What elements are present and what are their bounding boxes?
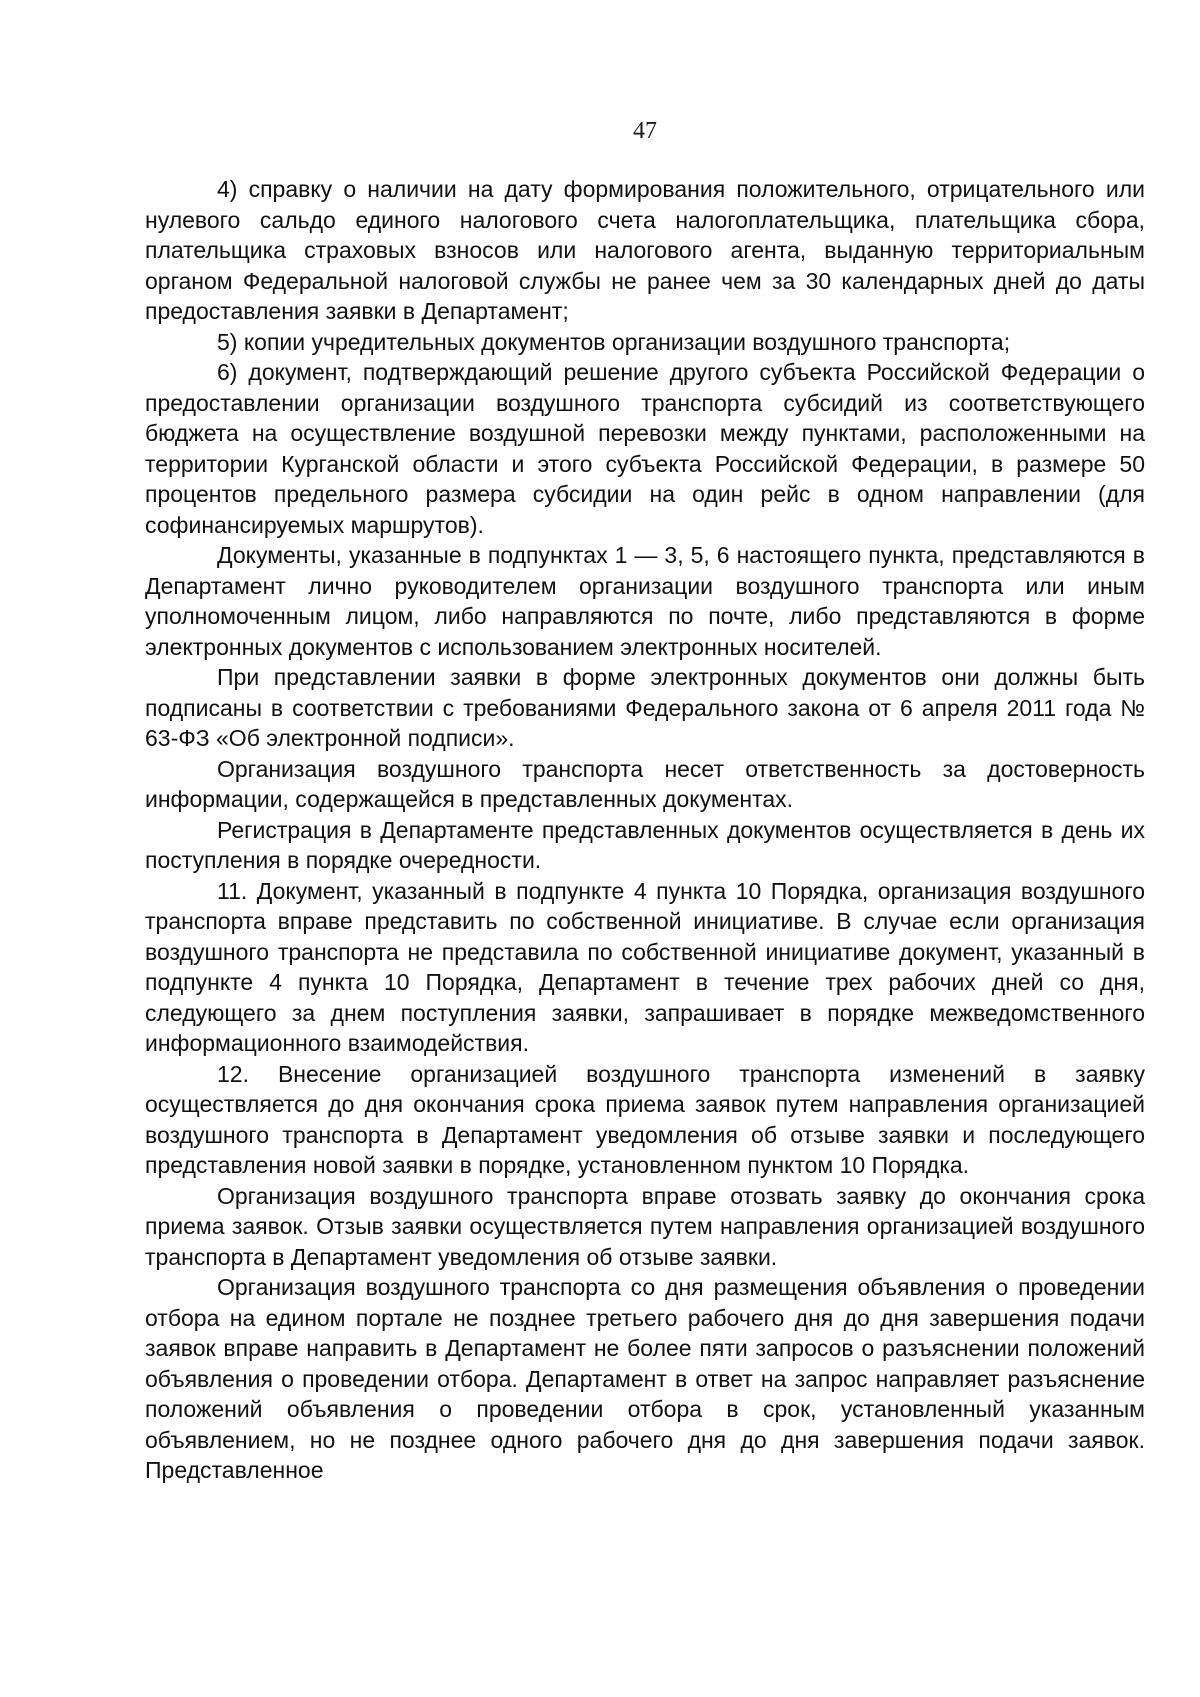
paragraph-document-submission: Документы, указанные в подпунктах 1 — 3, 5, 6 настоящего пункта, представляются в Департамент лично руководителем организации воздушного транспорта или иным уполномоченным лицом, либо направляются по почте, либо представляются в форме электронных документов с использованием электронных носителей. [145,542,1145,660]
paragraph-item-5-founding-documents: 5) копии учредительных документов организации воздушного транспорта; [217,328,1011,355]
paragraph-withdrawal: Организация воздушного транспорта вправе отозвать заявку до окончания срока приема заявок. Отзыв заявки осуществляется путем направления организацией воздушного транспорта в Департамент уведомления об отзыве заявки. [145,1182,1145,1270]
paragraph-electronic-signature: При представлении заявки в форме электронных документов они должны быть подписаны в соответствии с требованиями Федерального закона от 6 апреля 2011 года № 63-ФЗ «Об электронной подписи». [145,664,1145,751]
paragraph-clause-12: 12. Внесение организацией воздушного транспорта изменений в заявку осуществляется до дня окончания срока приема заявок путем направления организацией воздушного транспорта в Департамент уведомления об отзыве заявки и последующего представления новой заявки в порядке, установленном пунктом 10 Порядка. [145,1060,1145,1178]
document-body [145,174,1145,1486]
paragraph-item-4-certificate: 4) справку о наличии на дату формирования положительного, отрицательного или нулевого сальдо единого налогового счета налогоплательщика, плательщика сбора, плательщика страховых взносов или налогового агента, выданную территориальным органом Федеральной налоговой службы не ранее чем за 30 календарных дней до даты предоставления заявки в Департамент; [145,176,1145,324]
page-number: 47 [633,118,657,144]
paragraph-registration: Регистрация в Департаменте представленных документов осуществляется в день их поступления в порядке очередности. [145,816,1145,873]
paragraph-item-6-subsidy-decision: 6) документ, подтверждающий решение другого субъекта Российской Федерации о предоставлении организации воздушного транспорта субсидий из соответствующего бюджета на осуществление воздушной перевозки между пунктами, расположенными на территории Курганской области и этого субъекта Российской Федерации, в размере 50 процентов предельного размера субсидии на один рейс в одном направлении (для софинансируемых маршрутов). [145,359,1145,538]
paragraph-clause-11: 11. Документ, указанный в подпункте 4 пункта 10 Порядка, организация воздушного транспорта вправе представить по собственной инициативе. В случае если организация воздушного транспорта не представила по собственной инициативе документ, указанный в подпункте 4 пункта 10 Порядка, Департамент в течение трех рабочих дней со дня, следующего за днем поступления заявки, запрашивает в порядке межведомственного информационного взаимодействия. [145,877,1145,1056]
paragraph-responsibility: Организация воздушного транспорта несет ответственность за достоверность информации, содержащейся в представленных документах. [145,755,1145,812]
paragraph-clarification-requests: Организация воздушного транспорта со дня размещения объявления о проведении отбора на едином портале не позднее третьего рабочего дня до дня завершения подачи заявок вправе направить в Департамент не более пяти запросов о разъяснении положений объявления о проведении отбора. Департамент в ответ на запрос направляет разъяснение положений объявления о проведении отбора в срок, установленный указанным объявлением, но не позднее одного рабочего дня до дня завершения подачи заявок. Представленное [145,1274,1145,1483]
